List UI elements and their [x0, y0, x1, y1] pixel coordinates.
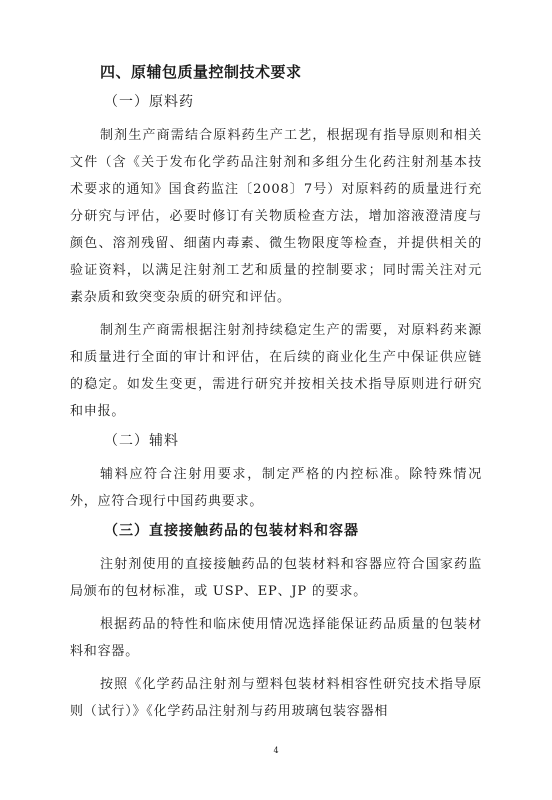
- subsection-title-excipients: （二）辅料: [104, 433, 179, 449]
- subsection-title-packaging: （三）直接接触药品的包装材料和容器: [104, 523, 359, 539]
- paragraph-api-1: 制剂生产商需结合原料药生产工艺，根据现有指导原则和相关文件（含《关于发布化学药品注射剂和多组分生化药注射剂基本技术要求的通知》国食药监注〔2008〕7号）对原料药的质量进行充分研究与评估，必要时修订有关物质检查方法，增加溶液澄清度与颜色、溶剂残留、细菌内毒素、微生物限度等检查，并提供相关的验证资料，以满足注射剂工艺和质量的控制要求；同时需关注对元素杂质和致突变杂质的研究和评估。: [70, 128, 482, 305]
- page-number: 4: [273, 746, 279, 755]
- section-title: 四、原辅包质量控制技术要求: [100, 63, 302, 81]
- paragraph-api-2: 制剂生产商需根据注射剂持续稳定生产的需要，对原料药来源和质量进行全面的审计和评估，在后续的商业化生产中保证供应链的稳定。如发生变更，需进行研究并按相关技术指导原则进行研究和申报。: [70, 323, 482, 419]
- paragraph-packaging-1: 注射剂使用的直接接触药品的包装材料和容器应符合国家药监局颁布的包材标准，或 USP、EP、JP 的要求。: [70, 557, 482, 599]
- subsection-title-api: （一）原料药: [104, 94, 194, 110]
- paragraph-packaging-3: 按照《化学药品注射剂与塑料包装材料相容性研究技术指导原则（试行）》《化学药品注射剂与药用玻璃包装容器相: [70, 677, 482, 719]
- page-content: [70, 62, 482, 731]
- paragraph-packaging-2: 根据药品的特性和临床使用情况选择能保证药品质量的包装材料和容器。: [70, 617, 482, 659]
- paragraph-excipients: 辅料应符合注射用要求，制定严格的内控标准。除特殊情况外，应符合现行中国药典要求。: [70, 467, 482, 509]
